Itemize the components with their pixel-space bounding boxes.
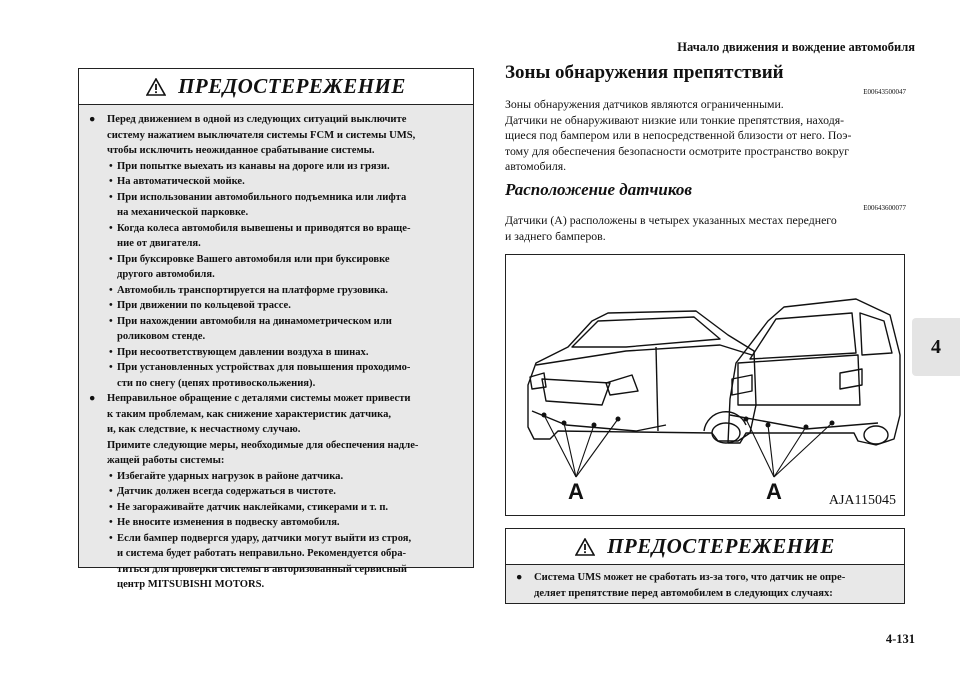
warning-line: систему нажатием выключателя системы FCM и системы UMS, bbox=[107, 129, 416, 141]
bullet-icon: ● bbox=[89, 114, 96, 125]
warning-subitem: • Не загораживайте датчик наклейками, стикерами и т. п. bbox=[89, 500, 463, 516]
warning-subitem: • При установленных устройствах для повышения проходимо- сти по снегу (цепях противоскольжения). bbox=[109, 362, 411, 389]
dot-icon: • bbox=[109, 315, 113, 327]
dot-icon: • bbox=[109, 517, 113, 528]
warning-item bbox=[89, 112, 463, 159]
dot-icon: • bbox=[109, 346, 113, 358]
sensor-dot bbox=[542, 413, 547, 418]
front-grille bbox=[542, 379, 610, 405]
sensor-line bbox=[576, 425, 594, 477]
section-title: Зоны обнаружения препятствий bbox=[505, 62, 784, 83]
car-illustration bbox=[506, 255, 906, 517]
warning-subitem: • Когда колеса автомобиля вывешены и приводятся во враще- ние от двигателя. bbox=[109, 222, 411, 249]
warning-subitem: • На автоматической мойке. bbox=[89, 174, 463, 190]
warning-triangle-icon bbox=[146, 78, 166, 96]
rear-window bbox=[750, 313, 856, 359]
sensor-line bbox=[746, 419, 774, 477]
chapter-tab: 4 bbox=[912, 318, 960, 376]
sensor-dot bbox=[592, 423, 597, 428]
front-bumper bbox=[532, 411, 666, 431]
warning-header bbox=[506, 529, 904, 565]
warning-subitem: • Если бампер подвергся удару, датчики могут выйти из строя, и система будет работать неправильно. Рекомендуется обра- титься для проверки системы в авторизованный сервисный центр MITSUBISHI MOTORS. bbox=[109, 532, 412, 590]
warning-line: чтобы исключить неожиданное срабатывание системы. bbox=[107, 145, 375, 156]
warning-subitem: • Датчик должен всегда содержаться в чистоте. bbox=[89, 484, 463, 500]
page-number: 4-131 bbox=[885, 632, 915, 646]
label-a-front: A bbox=[568, 479, 584, 504]
figure-code: AJA115045 bbox=[828, 493, 896, 508]
label-a-rear: A bbox=[766, 479, 782, 504]
rear-wheel bbox=[864, 426, 888, 444]
warning-item: ● Неправильное обращение с деталями системы может привести к таким проблемам, как снижение характеристик датчика, и, как следствие, к несчастному случаю. Примите следующие меры, необходимые для обеспечения надле- жащей работы системы: bbox=[89, 393, 419, 466]
warning-subitem: • При буксировке Вашего автомобиля или при буксировке другого автомобиля. bbox=[109, 253, 390, 280]
bullet-icon: ● bbox=[89, 393, 96, 404]
dot-icon: • bbox=[109, 176, 113, 187]
warning-line: Перед движением в одной из следующих ситуаций выключите bbox=[107, 114, 407, 125]
warning-title: ПРЕДОСТЕРЕЖЕНИЕ bbox=[178, 74, 406, 98]
warning-subitem: • При движении по кольцевой трассе. bbox=[89, 298, 463, 314]
warning-subitem: • Не вносите изменения в подвеску автомобиля. bbox=[89, 515, 463, 531]
sensor-dot bbox=[766, 423, 771, 428]
front-windshield bbox=[572, 317, 720, 347]
section-paragraph: Зоны обнаружения датчиков являются ограниченными. Датчики не обнаруживают низкие или тонкие препятствия, находя- щиеся под бампером или в непосредственной близости от него. Поэ- тому для обеспечения безопасности осмотрите пространство вокруг автомобиля. bbox=[505, 97, 852, 173]
front-headlight-right bbox=[606, 375, 638, 395]
warning-subitem: • При нахождении автомобиля на динамометрическом или роликовом стенде. bbox=[109, 315, 392, 342]
warning-subitem: • При попытке выехать из канавы на дороге или из грязи. bbox=[89, 159, 463, 175]
sensor-dot bbox=[830, 421, 835, 426]
warning-subitem: • При несоответствующем давлении воздуха в шинах. bbox=[89, 345, 463, 361]
warning-item: ● Система UMS может не сработать из-за того, что датчик не опре- деляет препятствие перед автомобилем в следующих случаях: bbox=[516, 572, 846, 599]
sensor-line bbox=[544, 415, 576, 477]
dot-icon: • bbox=[109, 501, 113, 513]
dot-icon: • bbox=[109, 486, 113, 497]
dot-icon: • bbox=[109, 284, 113, 296]
dot-icon: • bbox=[109, 191, 113, 203]
rear-side-window bbox=[860, 313, 892, 355]
front-hood bbox=[536, 345, 752, 365]
subsection-code: E00643600077 bbox=[863, 204, 906, 212]
rear-taillight-left bbox=[732, 375, 752, 395]
sensor-dot bbox=[744, 417, 749, 422]
bullet-icon: ● bbox=[516, 572, 523, 583]
dot-icon: • bbox=[109, 300, 113, 311]
warning-subitem: • Автомобиль транспортируется на платформе грузовика. bbox=[89, 283, 463, 299]
dot-icon: • bbox=[109, 470, 113, 482]
dot-icon: • bbox=[109, 362, 113, 373]
warning-box-ums bbox=[505, 528, 905, 604]
warning-box-main bbox=[78, 68, 474, 590]
warning-triangle-icon bbox=[575, 538, 595, 556]
warning-subitem: • Избегайте ударных нагрузок в районе датчика. bbox=[89, 469, 463, 485]
sensor-dot bbox=[616, 417, 621, 422]
sensor-dot bbox=[562, 421, 567, 426]
subsection-paragraph: Датчики (A) расположены в четырех указанных местах переднего и заднего бамперов. bbox=[505, 213, 837, 243]
sensor-dot bbox=[804, 425, 809, 430]
dot-icon: • bbox=[109, 532, 113, 544]
warning-header bbox=[79, 69, 473, 105]
front-wheel bbox=[712, 423, 740, 443]
front-door-line bbox=[656, 347, 658, 431]
running-header: Начало движения и вождение автомобиля bbox=[677, 40, 915, 54]
dot-icon: • bbox=[109, 222, 113, 234]
section-code: E00643500047 bbox=[863, 88, 906, 96]
dot-icon: • bbox=[109, 160, 113, 172]
warning-title: ПРЕДОСТЕРЕЖЕНИЕ bbox=[607, 534, 835, 558]
sensor-location-figure bbox=[505, 254, 905, 516]
subsection-title: Расположение датчиков bbox=[505, 180, 692, 199]
front-wheel-arch bbox=[704, 412, 746, 431]
dot-icon: • bbox=[109, 253, 113, 265]
warning-subitem: • При использовании автомобильного подъемника или лифта на механической парковке. bbox=[109, 191, 407, 218]
